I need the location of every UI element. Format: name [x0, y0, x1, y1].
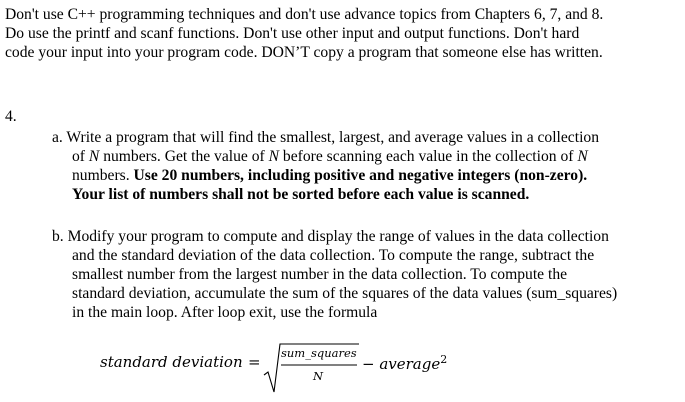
formula-numerator: sum_squares [281, 346, 357, 360]
instruction-line-2: Do use the printf and scanf functions. Don't use other input and output functions. Don't hard [5, 25, 580, 42]
part-b-line-4: standard deviation, accumulate the sum of the squares of the data values (sum_squares) [72, 285, 618, 302]
part-b-line-3: smallest number from the largest number in the data collection. To compute the [72, 266, 568, 283]
formula-label: standard deviation [100, 353, 243, 371]
formula-denominator: N [313, 369, 324, 383]
part-b-line-5: in the main loop. After loop exit, use the formula [72, 304, 378, 321]
formula-equals: = [248, 353, 261, 371]
part-a-line-3: numbers. Use 20 numbers, including positive and negative integers (non-zero). [72, 167, 588, 184]
part-a-line-2: of N numbers. Get the value of N before scanning each value in the collection of N [72, 148, 588, 165]
part-b-line-1: b. Modify your program to compute and display the range of values in the data collection [52, 228, 609, 245]
part-a-line-1: a. Write a program that will find the smallest, largest, and average values in a collection [52, 129, 599, 146]
question-number: 4. [5, 108, 17, 125]
standard-deviation-formula [100, 342, 460, 394]
instruction-line-1: Don't use C++ programming techniques and don't use advance topics from Chapters 6, 7, and 8. [5, 6, 604, 23]
instruction-line-3: code your input into your program code. DON’T copy a program that someone else has written. [5, 44, 603, 61]
part-a-line-4: Your list of numbers shall not be sorted before each value is scanned. [72, 186, 530, 203]
formula-exponent: 2 [440, 353, 448, 366]
formula-minus-average: − average$^2$ [362, 353, 448, 373]
part-b-line-2: and the standard deviation of the data collection. To compute the range, subtract the [72, 247, 595, 264]
